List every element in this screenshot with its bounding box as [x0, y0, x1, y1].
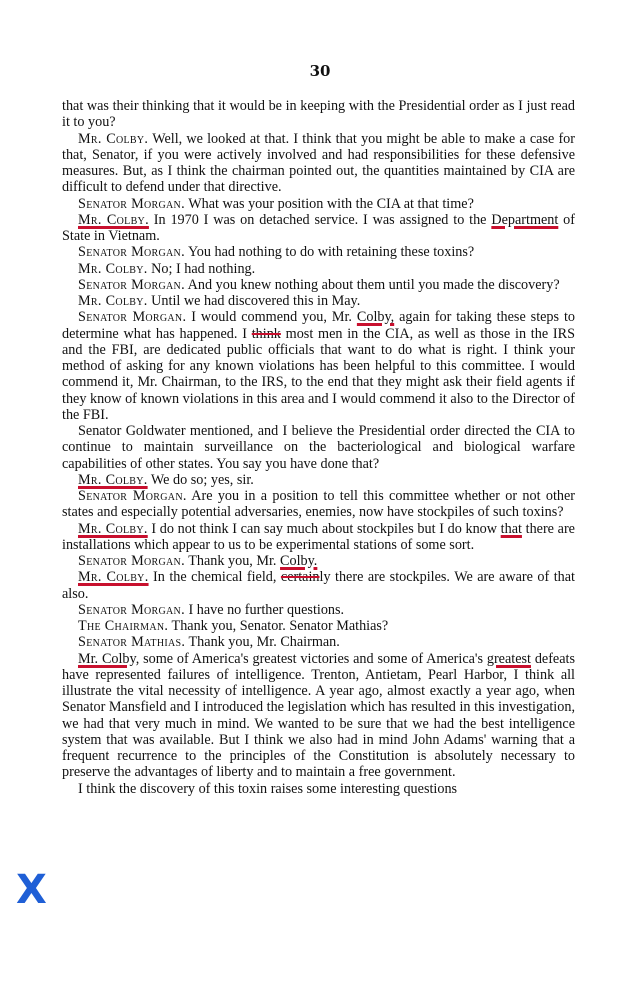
struck-word: certain [280, 569, 320, 586]
paragraph-17: The Chairman. Thank you, Senator. Senator Mathias? [78, 618, 389, 634]
paragraph-3: Senator Morgan. What was your position with the CIA at that time? [78, 195, 474, 212]
paragraph-16: Senator Morgan. I have no further questions. [78, 601, 345, 618]
paragraph-18: Senator Mathias. Thank you, Mr. Chairman. [78, 634, 340, 651]
page-number: 30 [309, 62, 331, 80]
paragraph-4: Mr. Colby. In 1970 I was on detached service. I was assigned to the Department of State in Vietnam. [62, 211, 575, 244]
speaker-name: Mr. Colby. [78, 293, 148, 309]
speaker-name: Senator Morgan. [78, 244, 185, 261]
speaker-name: Senator Morgan. [78, 309, 187, 326]
margin-x-mark: X [16, 867, 47, 913]
paragraph-7: Senator Morgan. And you knew nothing about them until you made the discovery? [78, 276, 560, 293]
paragraph-6: Mr. Colby. No; I had nothing. [78, 260, 256, 277]
speaker-name-underlined: Mr. Colby. [78, 471, 148, 488]
paragraph-11: Mr. Colby. We do so; yes, sir. [78, 471, 254, 488]
paragraph-14: Senator Morgan. Thank you, Mr. Colby. [78, 553, 318, 569]
paragraph-10: Senator Goldwater mentioned, and I believe the Presidential order directed the CIA to continue to maintain surveillance on the bacteriological and biological warfare capabilities of other states. You say you have done that? [62, 423, 575, 472]
paragraph-5: Senator Morgan. You had nothing to do with retaining these toxins? [78, 244, 475, 261]
underlined-word: that [500, 520, 522, 537]
speaker-name: Mr. Colby. [78, 130, 149, 147]
paragraph-2: Mr. Colby. Well, we looked at that. I think that you might be able to make a case for that, Senator, if you were actively involved and had responsibilities for these defensive measures. But, as I think the chairman pointed out, the quantities maintained by CIA are difficult to defend under that directive. [62, 130, 575, 196]
paragraph-12: Senator Morgan. Are you in a position to tell this committee whether or not other states and especially potential adversaries, enemies, now have stockpiles of such toxins? [62, 488, 576, 521]
underlined-word: Colby. [280, 553, 318, 569]
speaker-name: Senator Morgan. [78, 601, 185, 618]
paragraph-13: Mr. Colby. I do not think I can say much about stockpiles but I do know that there are installations which appear to us to be experimental stations of some sort. [62, 520, 575, 553]
speaker-name-underlined: Mr. Colby. [78, 569, 149, 586]
underlined-word: Department [491, 211, 559, 228]
paragraph-20: I think the discovery of this toxin raises some interesting questions [78, 780, 458, 797]
speaker-name: Senator Mathias. [78, 634, 186, 651]
underlined-word: Colby, [356, 309, 395, 326]
paragraph-9: Senator Morgan. I would commend you, Mr. Colby, again for taking these steps to determine what has happened. I think most men in the CIA, as well as those in the IRS and the FBI, are dedicated public officials that want to do what is right. I think your method of asking for any known violations has been helpful to this committee. I would commend it, Mr. Chairman, to the IRS, to the end that they might ask their field agents if they know of known violations in this area and I would commend it also to the Director of the FBI. [62, 309, 576, 423]
speaker-name: Senator Morgan. [78, 195, 185, 212]
speaker-name: Senator Morgan. [78, 488, 187, 504]
speaker-name-underlined: Mr. Colby. [78, 211, 149, 228]
hearing-transcript [62, 98, 575, 797]
paragraph-19: Mr. Colby, some of America's greatest victories and some of America's greatest defeats have represented failures of intelligence. Trenton, Antietam, Pearl Harbor, I think all illustrate the vital necessity of intelligence. A year ago, almost exactly a year ago, when Senator Mansfield and I introduced the legislation which has resulted in this investigation, we had that very much in mind. We wanted to be sure that we had the best intelligence system that was available. But I think we also had in mind John Adams' warning that a frequent recurrence to the principles of the Constitution is absolutely necessary to preserve the advantages of liberty and to maintain a free government. [62, 650, 575, 781]
paragraph-15: Mr. Colby. In the chemical field, certainly there are stockpiles. We are aware of that also. [62, 569, 575, 602]
speaker-name: The Chairman. [78, 618, 169, 634]
speaker-name: Senator Morgan. [78, 553, 185, 569]
paragraph-1: that was their thinking that it would be in keeping with the Presidential order as I just read it to you? [62, 98, 575, 131]
underlined-word: greatest [486, 650, 531, 667]
speaker-name: Senator Morgan. [78, 276, 185, 293]
speaker-name-underlined: Mr. Colby. [78, 520, 148, 537]
speaker-name: Mr. Colby. [78, 260, 148, 277]
speaker-name-underlined: Mr. Colby, [78, 650, 140, 667]
paragraph-8: Mr. Colby. Until we had discovered this in May. [78, 293, 361, 309]
struck-word: think [251, 325, 281, 342]
